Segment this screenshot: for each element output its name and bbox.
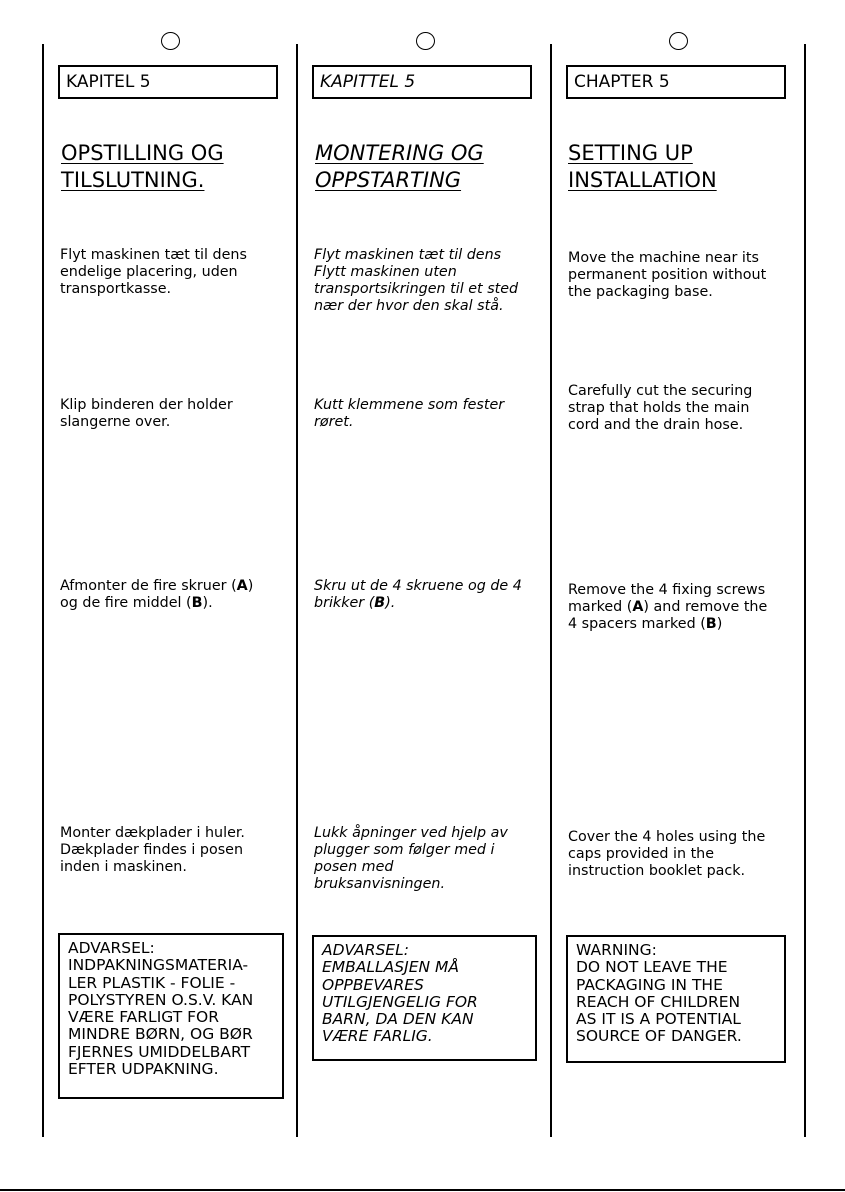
chapter-label: KAPITTEL 5: [312, 65, 532, 99]
text-line: instruction booklet pack.: [568, 863, 746, 879]
text-line: slangerne over.: [60, 414, 171, 430]
warning-line: WARNING:: [576, 941, 657, 959]
warning-line: AS IT IS A POTENTIAL: [576, 1010, 741, 1029]
instruction-move: [314, 247, 518, 315]
text-fragment: ): [247, 578, 254, 594]
text-fragment: ) and remove the: [643, 599, 768, 615]
label-b: B: [705, 616, 717, 632]
warning-line: POLYSTYREN O.S.V. KAN: [68, 990, 254, 1009]
text-line: Cover the 4 holes using the: [568, 829, 766, 845]
text-line: the packaging base.: [568, 284, 713, 300]
text-line: Monter dækplader i huler.: [60, 825, 245, 841]
instruction-screws: [60, 578, 253, 612]
warning-line: ADVARSEL:: [68, 939, 155, 957]
chapter-label: KAPITEL 5: [58, 65, 278, 99]
warning-line: ADVARSEL:: [322, 941, 409, 959]
text-line: Kutt klemmene som fester: [314, 397, 505, 413]
language-marker-icon: [161, 32, 180, 50]
instruction-cover: [568, 829, 765, 880]
text-line: Flytt maskinen uten: [314, 264, 457, 280]
section-heading: [568, 140, 717, 194]
text-line: bruksanvisningen.: [314, 876, 446, 892]
text-line: Move the machine near its: [568, 250, 759, 266]
text-line: Flyt maskinen tæt til dens: [314, 247, 502, 263]
heading-line: INSTALLATION: [568, 168, 717, 192]
text-fragment: 4 spacers marked (: [568, 616, 706, 632]
column-divider: [296, 44, 298, 1137]
warning-line: PACKAGING IN THE: [576, 975, 723, 994]
heading-line: MONTERING OG: [315, 141, 484, 165]
heading-line: SETTING UP: [568, 141, 693, 165]
instruction-move: [568, 250, 766, 301]
text-line: Dækplader findes i posen: [60, 842, 244, 858]
warning-box: [58, 933, 284, 1099]
column-divider: [550, 44, 552, 1137]
warning-line: MINDRE BØRN, OG BØR: [68, 1025, 253, 1044]
chapter-label: CHAPTER 5: [566, 65, 786, 99]
warning-line: FJERNES UMIDDELBART: [68, 1042, 251, 1061]
heading-line: OPSTILLING OG: [61, 141, 224, 165]
text-line: cord and the drain hose.: [568, 417, 744, 433]
label-a: A: [632, 599, 644, 615]
text-fragment: marked (: [568, 599, 633, 615]
instruction-move: [60, 247, 247, 298]
text-line: Klip binderen der holder: [60, 397, 233, 413]
text-line: permanent position without: [568, 267, 767, 283]
text-line: plugger som følger med i: [314, 842, 495, 858]
label-b: B: [191, 595, 203, 611]
label-b: B: [374, 595, 386, 611]
text-fragment: ): [716, 616, 723, 632]
label-a: A: [236, 578, 248, 594]
language-marker-icon: [669, 32, 688, 50]
instruction-screws: [314, 578, 522, 612]
column-divider: [42, 44, 44, 1137]
instruction-screws: [568, 582, 767, 633]
warning-line: VÆRE FARLIG.: [322, 1027, 433, 1046]
warning-line: VÆRE FARLIGT FOR: [68, 1008, 220, 1027]
text-line: posen med: [314, 859, 394, 875]
warning-line: LER PLASTIK - FOLIE -: [68, 973, 236, 992]
instruction-cover: [60, 825, 245, 876]
text-line: transportsikringen til et sted: [314, 281, 519, 297]
column-divider: [804, 44, 806, 1137]
text-fragment: brikker (: [314, 595, 375, 611]
instruction-cover: [314, 825, 508, 893]
text-line: caps provided in the: [568, 846, 715, 862]
text-line: Flyt maskinen tæt til dens: [60, 247, 247, 263]
instruction-cut: [60, 397, 233, 431]
section-heading: [315, 140, 484, 194]
heading-line: OPPSTARTING: [315, 168, 462, 192]
text-line: Carefully cut the securing: [568, 383, 753, 399]
instruction-cut: [314, 397, 504, 431]
text-fragment: Skru ut de 4 skruene og de 4: [314, 578, 522, 594]
bottom-rule: [0, 1189, 845, 1191]
text-line: røret.: [314, 414, 354, 430]
text-fragment: Afmonter de fire skruer (: [60, 578, 237, 594]
warning-line: INDPAKNINGSMATERIA-: [68, 956, 249, 975]
warning-line: UTILGJENGELIG FOR: [322, 992, 478, 1011]
instruction-cut: [568, 383, 752, 434]
text-fragment: ).: [385, 595, 396, 611]
section-heading: [61, 140, 224, 194]
warning-box: [566, 935, 786, 1063]
text-fragment: og de fire middel (: [60, 595, 192, 611]
warning-line: REACH OF CHILDREN: [576, 992, 741, 1011]
language-marker-icon: [416, 32, 435, 50]
warning-box: [312, 935, 537, 1061]
text-line: inden i maskinen.: [60, 859, 187, 875]
text-line: endelige placering, uden: [60, 264, 238, 280]
text-fragment: Remove the 4 fixing screws: [568, 582, 766, 598]
text-line: transportkasse.: [60, 281, 172, 297]
text-line: Lukk åpninger ved hjelp av: [314, 825, 508, 841]
text-line: nær der hvor den skal stå.: [314, 298, 504, 314]
warning-line: BARN, DA DEN KAN: [322, 1010, 474, 1029]
text-line: strap that holds the main: [568, 400, 750, 416]
warning-line: DO NOT LEAVE THE: [576, 958, 728, 977]
text-fragment: ).: [202, 595, 213, 611]
warning-line: SOURCE OF DANGER.: [576, 1027, 742, 1046]
warning-line: OPPBEVARES: [322, 975, 424, 994]
warning-line: EMBALLASJEN MÅ: [322, 958, 459, 977]
warning-line: EFTER UDPAKNING.: [68, 1060, 219, 1079]
heading-line: TILSLUTNING.: [61, 168, 205, 192]
